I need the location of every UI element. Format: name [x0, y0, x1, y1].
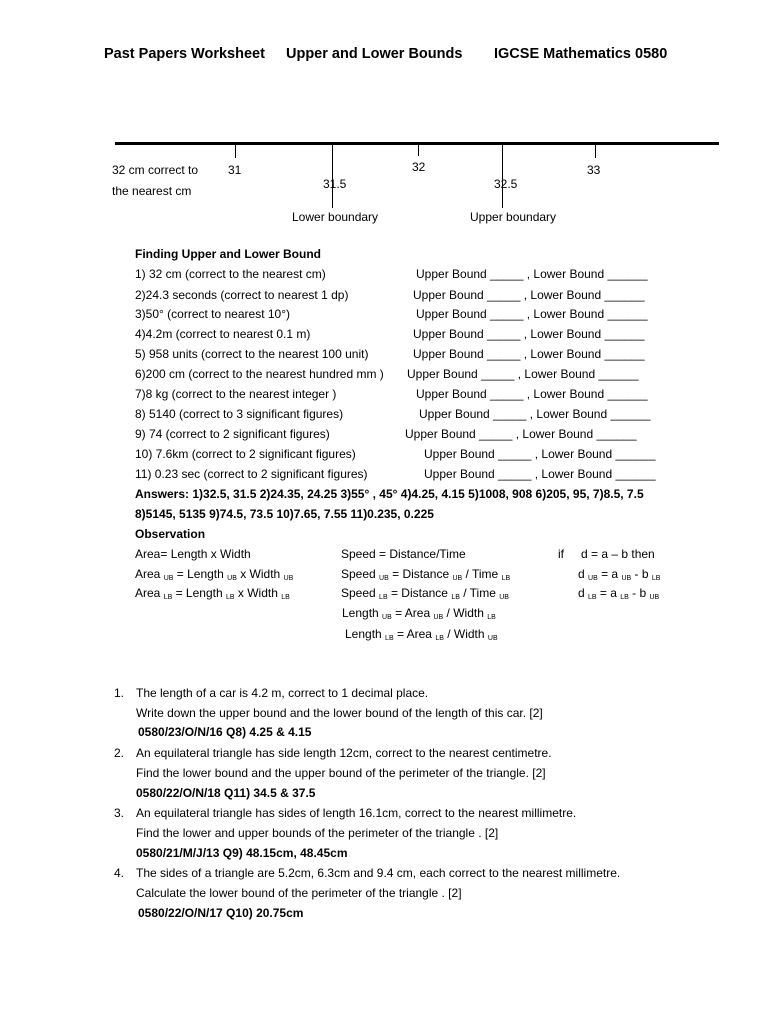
difference-lower-formula: d $_{LB}$ = a $_{LB}$ - b $_{UB}$	[578, 586, 660, 601]
lower-boundary-label: Lower boundary	[292, 210, 379, 224]
exercise-answer-blank: Upper Bound _____ , Lower Bound ______	[405, 427, 637, 441]
tick-31-5	[332, 144, 333, 208]
exercise-answer-blank: Upper Bound _____ , Lower Bound ______	[416, 387, 648, 401]
exercise-answer-blank: Upper Bound _____ , Lower Bound ______	[424, 467, 656, 481]
length-upper-formula: Length $_{UB}$ = Area $_{UB}$ / Width $_{LB}$	[342, 606, 496, 621]
number-line-desc-2: the nearest cm	[112, 184, 192, 198]
tick-label-32: 32	[412, 160, 426, 174]
area-upper-formula: Area $_{UB}$ = Length $_{UB}$ x Width $_{UB}$	[135, 567, 294, 582]
exercise-question: 1) 32 cm (correct to the nearest cm)	[135, 267, 326, 281]
area-lower-formula: Area $_{LB}$ = Length $_{LB}$ x Width $_{LB}$	[135, 586, 290, 601]
tick-32-5	[502, 144, 503, 208]
question-text: Find the lower and upper bounds of the perimeter of the triangle . [2]	[136, 826, 499, 840]
speed-upper-formula: Speed $_{UB}$ = Distance $_{UB}$ / Time $_{LB}$	[341, 567, 511, 582]
exercise-question: 10) 7.6km (correct to 2 significant figures)	[135, 447, 356, 461]
tick-label-33: 33	[587, 163, 601, 177]
exercise-answer-blank: Upper Bound _____ , Lower Bound ______	[424, 447, 656, 461]
question-item: 4. The sides of a triangle are 5.2cm, 6.3cm and 9.4 cm, each correct to the nearest millimetre.	[114, 866, 621, 880]
question-reference: 0580/22/O/N/17 Q10) 20.75cm	[138, 906, 304, 920]
upper-boundary-label: Upper boundary	[470, 210, 557, 224]
exercise-answer-blank: Upper Bound _____ , Lower Bound ______	[407, 367, 639, 381]
length-lower-formula: Length $_{LB}$ = Area $_{LB}$ / Width $_{UB}$	[345, 627, 498, 642]
exercise-question: 6)200 cm (correct to the nearest hundred mm )	[135, 367, 384, 381]
exercise-answer-blank: Upper Bound _____ , Lower Bound ______	[413, 288, 645, 302]
tick-label-32-5: 32.5	[494, 177, 518, 191]
speed-formula: Speed = Distance/Time	[341, 547, 466, 561]
question-reference: 0580/22/O/N/18 Q11) 34.5 & 37.5	[136, 786, 316, 800]
difference-if: if	[558, 547, 564, 561]
finding-heading: Finding Upper and Lower Bound	[135, 247, 321, 261]
exercise-question: 2)24.3 seconds (correct to nearest 1 dp)	[135, 288, 349, 302]
exercise-answer-blank: Upper Bound _____ , Lower Bound ______	[416, 267, 648, 281]
title-topic: Upper and Lower Bounds	[286, 46, 463, 62]
exercise-question: 3)50° (correct to nearest 10°)	[135, 307, 290, 321]
question-text: Find the lower bound and the upper bound of the perimeter of the triangle. [2]	[136, 766, 546, 780]
observation-heading: Observation	[135, 527, 206, 541]
exercise-answer-blank: Upper Bound _____ , Lower Bound ______	[413, 327, 645, 341]
question-item: 2. An equilateral triangle has side length 12cm, correct to the nearest centimetre.	[114, 746, 552, 760]
tick-33	[595, 144, 596, 158]
exercise-question: 5) 958 units (correct to the nearest 100 unit)	[135, 347, 369, 361]
speed-lower-formula: Speed $_{LB}$ = Distance $_{LB}$ / Time $_{UB}$	[341, 586, 509, 601]
answers-line: Answers: 1)32.5, 31.5 2)24.35, 24.25 3)55° , 45° 4)4.25, 4.15 5)1008, 908 6)205, 95, 7)8.5, 7.5	[135, 487, 644, 501]
question-item: 1. The length of a car is 4.2 m, correct to 1 decimal place.	[114, 686, 429, 700]
title-worksheet: Past Papers Worksheet	[104, 46, 265, 62]
area-formula: Area= Length x Width	[135, 547, 251, 561]
question-text: Calculate the lower bound of the perimeter of the triangle . [2]	[136, 886, 462, 900]
exercise-question: 4)4.2m (correct to nearest 0.1 m)	[135, 327, 311, 341]
difference-formula: d = a – b then	[581, 547, 655, 561]
exercise-answer-blank: Upper Bound _____ , Lower Bound ______	[413, 347, 645, 361]
title-course: IGCSE Mathematics 0580	[494, 46, 668, 62]
number-line-desc: 32 cm correct to	[112, 163, 199, 177]
exercise-question: 11) 0.23 sec (correct to 2 significant figures)	[135, 467, 368, 481]
exercise-question: 7)8 kg (correct to the nearest integer )	[135, 387, 337, 401]
difference-upper-formula: d $_{UB}$ = a $_{UB}$ - b $_{LB}$	[578, 567, 661, 582]
number-line	[115, 142, 719, 145]
question-reference: 0580/21/M/J/13 Q9) 48.15cm, 48.45cm	[136, 846, 348, 860]
answers-line-2: 8)5145, 5135 9)74.5, 73.5 10)7.65, 7.55 11)0.235, 0.225	[135, 507, 434, 521]
tick-32	[418, 144, 419, 156]
question-item: 3. An equilateral triangle has sides of length 16.1cm, correct to the nearest millimetre.	[114, 806, 577, 820]
exercise-answer-blank: Upper Bound _____ , Lower Bound ______	[419, 407, 651, 421]
tick-label-31-5: 31.5	[323, 177, 347, 191]
tick-31	[235, 144, 236, 158]
question-text: Write down the upper bound and the lower bound of the length of this car. [2]	[136, 706, 543, 720]
question-reference: 0580/23/O/N/16 Q8) 4.25 & 4.15	[138, 725, 312, 739]
tick-label-31: 31	[228, 163, 242, 177]
exercise-answer-blank: Upper Bound _____ , Lower Bound ______	[416, 307, 648, 321]
exercise-question: 9) 74 (correct to 2 significant figures)	[135, 427, 330, 441]
exercise-question: 8) 5140 (correct to 3 significant figures)	[135, 407, 344, 421]
